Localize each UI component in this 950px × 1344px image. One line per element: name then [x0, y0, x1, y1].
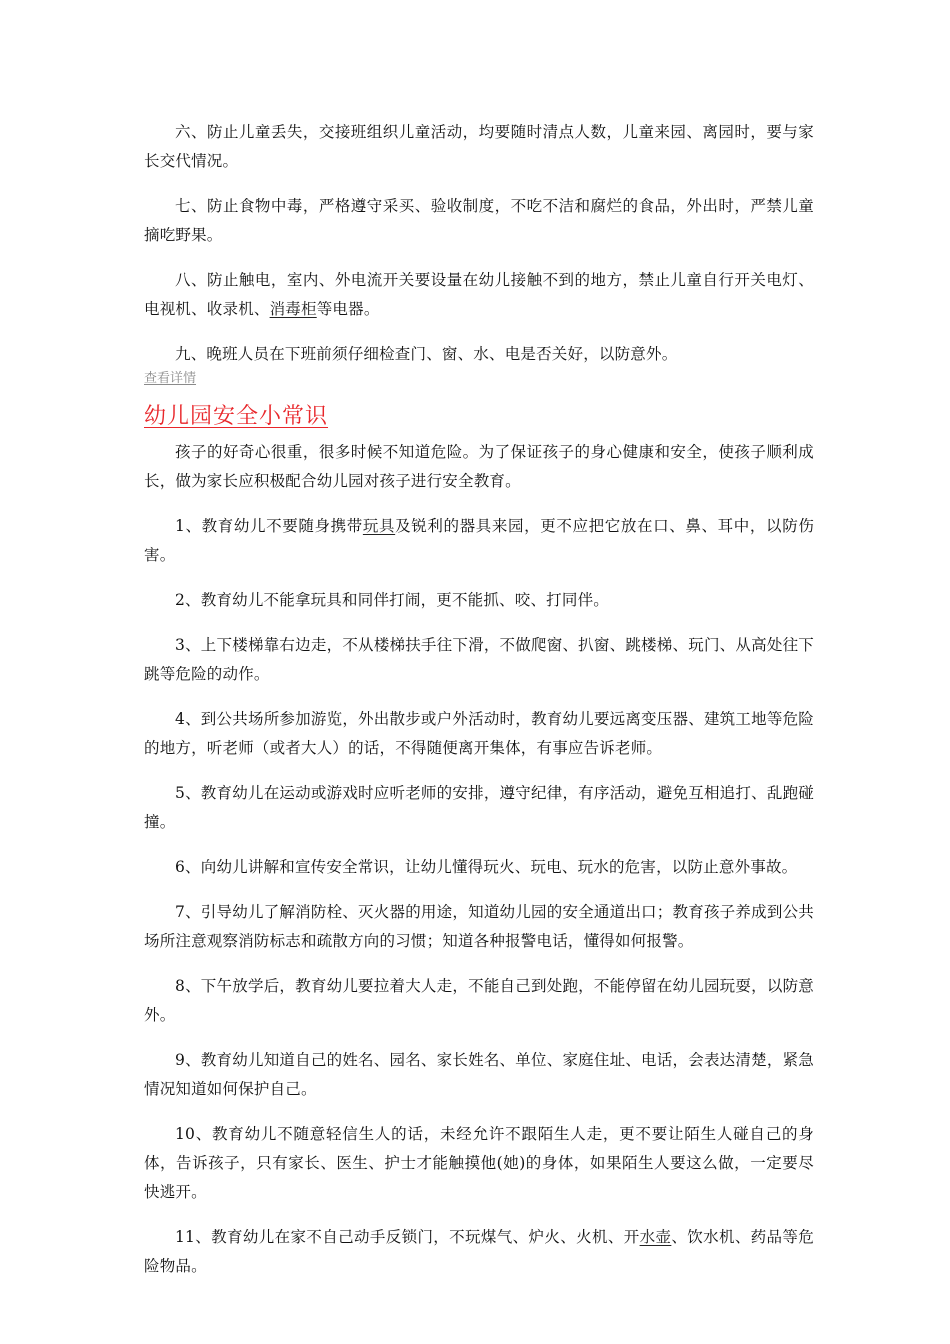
tip-item-1: [144, 512, 814, 570]
tip-item-5: 5、教育幼儿在运动或游戏时应听老师的安排，遵守纪律，有序活动，避免互相追打、乱跑碰撞。: [144, 784, 814, 831]
tip-item-11: [144, 1223, 814, 1281]
tip-item-10: 10、教育幼儿不随意轻信生人的话，未经允许不跟陌生人走，更不要让陌生人碰自己的身体，告诉孩子，只有家长、医生、护士才能触摸他(她)的身体，如果陌生人要这么做，一定要尽快逃开。: [144, 1125, 814, 1201]
view-details-link[interactable]: 查看详情: [144, 371, 197, 386]
section-title-link[interactable]: 幼儿园安全小常识: [144, 404, 329, 429]
rule-item-8-text: 八、防止触电，室内、外电流开关要设量在幼儿接触不到的地方，禁止儿童自行开关电灯、电视机、收录机、: [144, 271, 814, 318]
rule-item-6: 六、防止儿童丢失，交接班组织儿童活动，均要随时清点人数，儿童来园、离园时，要与家长交代情况。: [144, 123, 814, 170]
rule-item-7: 七、防止食物中毒，严格遵守采买、验收制度，不吃不洁和腐烂的食品，外出时，严禁儿童摘吃野果。: [144, 197, 814, 244]
tip-item-11-text: 11、教育幼儿在家不自己动手反锁门，不玩煤气、炉火、火机、开: [175, 1228, 640, 1246]
tip-item-6: 6、向幼儿讲解和宣传安全常识，让幼儿懂得玩火、玩电、玩水的危害，以防止意外事故。: [175, 858, 798, 876]
tip-item-3: 3、上下楼梯靠右边走，不从楼梯扶手往下滑，不做爬窗、扒窗、跳楼梯、玩门、从高处往下跳等危险的动作。: [144, 636, 814, 683]
disinfection-cabinet-link[interactable]: 消毒柜: [269, 300, 317, 318]
section-intro: 孩子的好奇心很重，很多时候不知道危险。为了保证孩子的身心健康和安全，使孩子顺利成长，做为家长应积极配合幼儿园对孩子进行安全教育。: [144, 443, 814, 490]
rule-item-9: 九、晚班人员在下班前须仔细检查门、窗、水、电是否关好，以防意外。: [175, 345, 678, 363]
tip-item-1-text: 1、教育幼儿不要随身携带: [175, 517, 363, 535]
kettle-link[interactable]: 水壶: [639, 1228, 672, 1246]
tip-item-11-text-end: 、饮水机、药品等危险物品。: [144, 1228, 814, 1275]
tip-item-4: 4、到公共场所参加游览，外出散步或户外活动时，教育幼儿要远离变压器、建筑工地等危险的地方，听老师（或者大人）的话，不得随便离开集体，有事应告诉老师。: [144, 710, 814, 757]
tip-item-2: 2、教育幼儿不能拿玩具和同伴打闹，更不能抓、咬、打同伴。: [175, 591, 609, 609]
rule-item-8: [144, 266, 814, 324]
rule-item-8-text-end: 等电器。: [316, 300, 380, 318]
tip-item-8: 8、下午放学后，教育幼儿要拉着大人走，不能自己到处跑，不能停留在幼儿园玩耍，以防意外。: [144, 977, 814, 1024]
tip-item-9: 9、教育幼儿知道自己的姓名、园名、家长姓名、单位、家庭住址、电话，会表达清楚，紧急情况知道如何保护自己。: [144, 1051, 814, 1098]
tip-item-1-text-end: 及锐利的器具来园，更不应把它放在口、鼻、耳中，以防伤害。: [144, 517, 815, 564]
tip-item-7: 7、引导幼儿了解消防栓、灭火器的用途，知道幼儿园的安全通道出口；教育孩子养成到公共场所注意观察消防标志和疏散方向的习惯；知道各种报警电话，懂得如何报警。: [144, 903, 814, 950]
document-page: [144, 118, 814, 1297]
toys-link[interactable]: 玩具: [362, 517, 396, 535]
